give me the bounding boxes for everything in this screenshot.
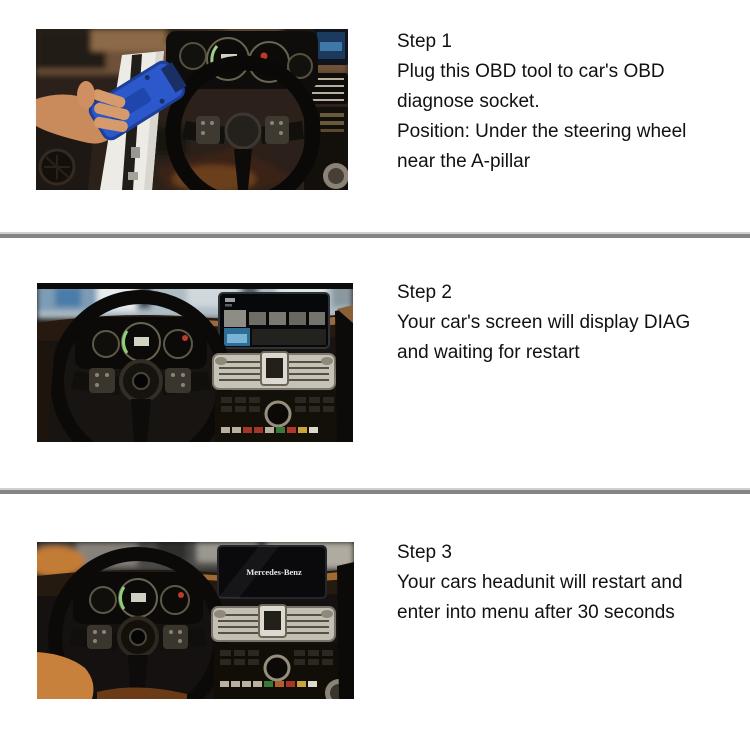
center-console <box>214 643 353 699</box>
step3-line-1: Your cars headunit will restart and <box>397 572 683 593</box>
button-strip <box>220 681 317 687</box>
headunit-screen <box>218 546 326 598</box>
step2-text <box>397 278 690 368</box>
center-console <box>215 391 339 442</box>
center-air-vents <box>212 605 335 641</box>
step1-title: Step 1 <box>397 31 452 52</box>
step3-title: Step 3 <box>397 542 452 563</box>
headunit-screen-text: Mercedes-Benz <box>246 567 302 577</box>
headunit-screen <box>219 293 329 348</box>
button-strip <box>221 427 318 433</box>
section-divider-1 <box>0 232 750 238</box>
step1-line-2: diagnose socket. <box>397 91 540 112</box>
step1-line-3: Position: Under the steering wheel <box>397 121 687 142</box>
step2-line-2: and waiting for restart <box>397 342 580 363</box>
step1-text <box>397 27 686 177</box>
step3-photo-illustration <box>37 542 354 699</box>
step2-photo-illustration <box>37 283 353 442</box>
section-divider-2 <box>0 488 750 494</box>
step3-line-2: enter into menu after 30 seconds <box>397 602 675 623</box>
step1-line-4: near the A-pillar <box>397 151 531 172</box>
step2-title: Step 2 <box>397 282 452 303</box>
dash-display <box>313 29 348 65</box>
step3-photo <box>37 542 354 699</box>
step3-text <box>397 538 683 628</box>
step2-photo <box>37 283 353 442</box>
center-air-vents <box>213 352 335 389</box>
step1-photo-illustration <box>36 29 348 190</box>
step1-photo <box>36 29 348 190</box>
step2-line-1: Your car's screen will display DIAG <box>397 312 691 333</box>
step1-line-1: Plug this OBD tool to car's OBD <box>397 61 665 82</box>
